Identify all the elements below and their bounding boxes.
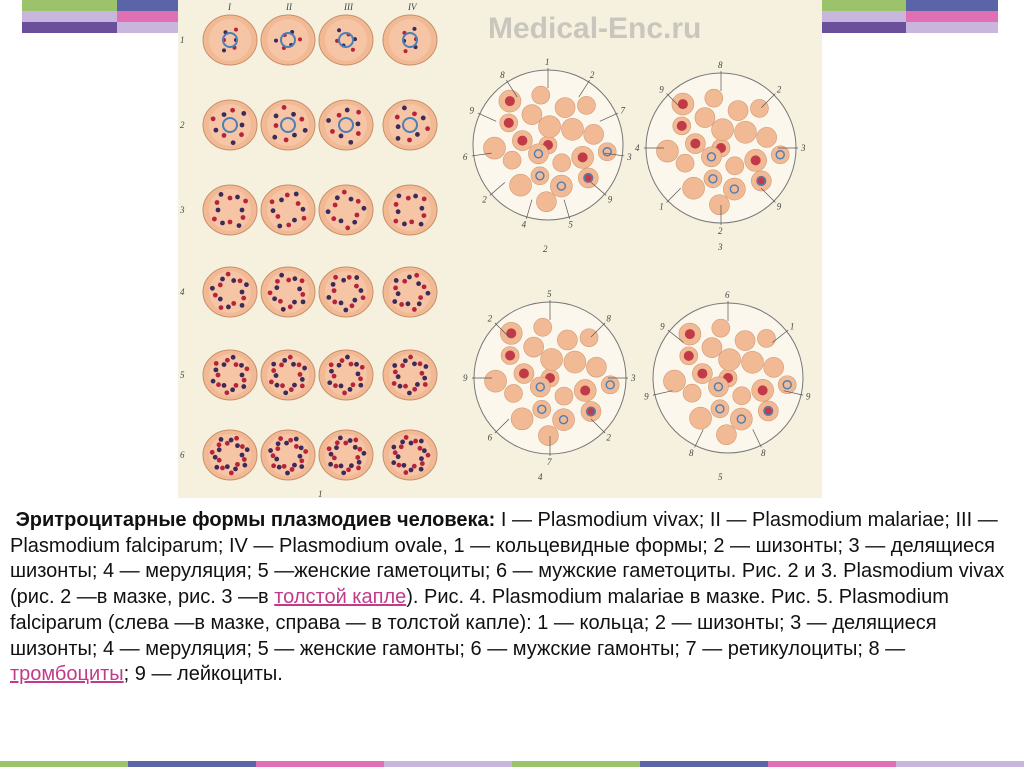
panel-callout-label: 9 [660, 321, 665, 332]
panel-callout-label: 9 [607, 194, 613, 205]
panel-callout-label: 1 [545, 57, 550, 67]
panel-callout-label: 8 [688, 447, 694, 458]
panel-callout-label: 8 [500, 70, 505, 81]
thick-drop-link[interactable]: толстой капле [274, 586, 407, 609]
infected-erythrocyte [261, 15, 315, 65]
infected-erythrocyte [261, 430, 315, 480]
panel-callout-label: 1 [659, 201, 664, 212]
panel-callout-label: 6 [487, 432, 493, 443]
infected-erythrocyte [203, 185, 257, 235]
top-left-stripes [22, 0, 179, 46]
panel-callout-label: 8 [606, 313, 611, 324]
panel-callout-label: 2 [776, 84, 782, 95]
infected-erythrocyte [203, 430, 257, 480]
infected-erythrocyte [261, 185, 315, 235]
panel-callout-label: 9 [469, 105, 475, 116]
infected-erythrocyte [383, 430, 437, 480]
panel-callout-label: 2 [718, 226, 723, 236]
column-label: IV [408, 2, 417, 12]
smear-panel [463, 289, 636, 482]
panel-callout-label: 1 [789, 321, 795, 332]
infected-erythrocyte [319, 185, 373, 235]
column-label: I [228, 2, 231, 12]
infected-erythrocyte [319, 15, 373, 65]
panel-callout-label: 2 [589, 70, 595, 81]
panel-callout-label: 5 [547, 289, 552, 299]
panel-callout-label: 8 [761, 447, 766, 458]
infected-erythrocyte [383, 100, 437, 150]
column-label: II [286, 2, 292, 12]
panel-callout-label: 9 [463, 373, 468, 383]
platelets-link[interactable]: тромбоциты [10, 663, 124, 686]
panel-callout-label: 9 [776, 201, 782, 212]
bottom-stripe [0, 761, 1024, 767]
panel-callout-label: 8 [718, 60, 723, 70]
panel-callout-label: 2 [606, 432, 611, 443]
panel-callout-label: 6 [725, 290, 730, 300]
panel-callout-label: 3 [631, 373, 636, 383]
panel-callout-label: 9 [805, 391, 811, 402]
panel-callout-label: 9 [659, 84, 664, 95]
panel-callout-label: 3 [627, 151, 632, 162]
infected-erythrocyte [261, 350, 315, 400]
panel-callout-label: 2 [487, 313, 493, 324]
panel-number: 4 [538, 472, 543, 482]
watermark: Medical-Enc.ru [488, 12, 702, 45]
row-label: 6 [180, 450, 185, 460]
top-right-stripes [818, 0, 998, 46]
panel-callout-label: 6 [462, 151, 468, 162]
caption-text-2: ). Рис. 4. Plasmodium malariae в мазке. Рис. 5. Plasmodium falciparum (слева —в мазке, справа — в толстой капле): 1 — кольца; 2 — шизонты; 3 — делящиеся шизонты; 4 — меруляция; 5 — женские гамонты; 6 — мужские гамонты; 7 — ретикулоциты; 8 — [10, 586, 949, 660]
panel-callout-label: 7 [620, 105, 625, 116]
infected-erythrocyte [203, 100, 257, 150]
panel-callout-label: 2 [482, 194, 487, 205]
infected-erythrocyte [203, 15, 257, 65]
panel-callout-label: 4 [635, 143, 640, 153]
panel-callout-label: 5 [568, 219, 573, 230]
panel-number: 5 [718, 472, 723, 482]
infected-erythrocyte [319, 350, 373, 400]
caption-title: Эритроцитарные формы плазмодиев человека: [15, 509, 496, 531]
infected-erythrocyte [383, 185, 437, 235]
infected-erythrocyte [261, 100, 315, 150]
infected-erythrocyte [203, 350, 257, 400]
panel-callout-label: 9 [644, 391, 649, 402]
row-label: 3 [180, 205, 185, 215]
panel-number: 3 [718, 242, 723, 252]
plate-number: 1 [318, 489, 323, 498]
figure-caption [10, 508, 1014, 688]
infected-erythrocyte [319, 100, 373, 150]
infected-erythrocyte [319, 430, 373, 480]
panel-callout-label: 7 [547, 457, 552, 467]
caption-text-3: ; 9 — лейкоциты. [123, 663, 283, 686]
caption-text-1: I — Plasmodium vivax; II — Plasmodium malariae; III — Plasmodium falciparum; IV — Plasmodium ovale, 1 — кольцевидные формы; 2 — шизонты; 3 — делящиеся шизонты; 4 — меруляция; 5 —женские гаметоциты; 6 — мужские гаметоциты. Рис. 2 и 3. Plasmodium vivax (рис. 2 —в мазке, рис. 3 —в [10, 509, 1005, 609]
row-label: 2 [180, 120, 185, 130]
smear-panel [644, 290, 811, 482]
malaria-plate-figure [178, 0, 822, 498]
infected-erythrocyte [383, 15, 437, 65]
infected-erythrocyte [383, 267, 437, 317]
infected-erythrocyte [261, 267, 315, 317]
panel-callout-label: 3 [801, 143, 806, 153]
smear-panel [635, 60, 806, 252]
column-label: III [344, 2, 353, 12]
row-label: 5 [180, 370, 185, 380]
panel-callout-label: 4 [521, 219, 527, 230]
row-label: 4 [180, 287, 185, 297]
row-label: 1 [180, 35, 185, 45]
infected-erythrocyte [383, 350, 437, 400]
infected-erythrocyte [319, 267, 373, 317]
infected-erythrocyte [203, 267, 257, 317]
smear-panel [463, 57, 632, 254]
panel-number: 2 [543, 244, 548, 254]
